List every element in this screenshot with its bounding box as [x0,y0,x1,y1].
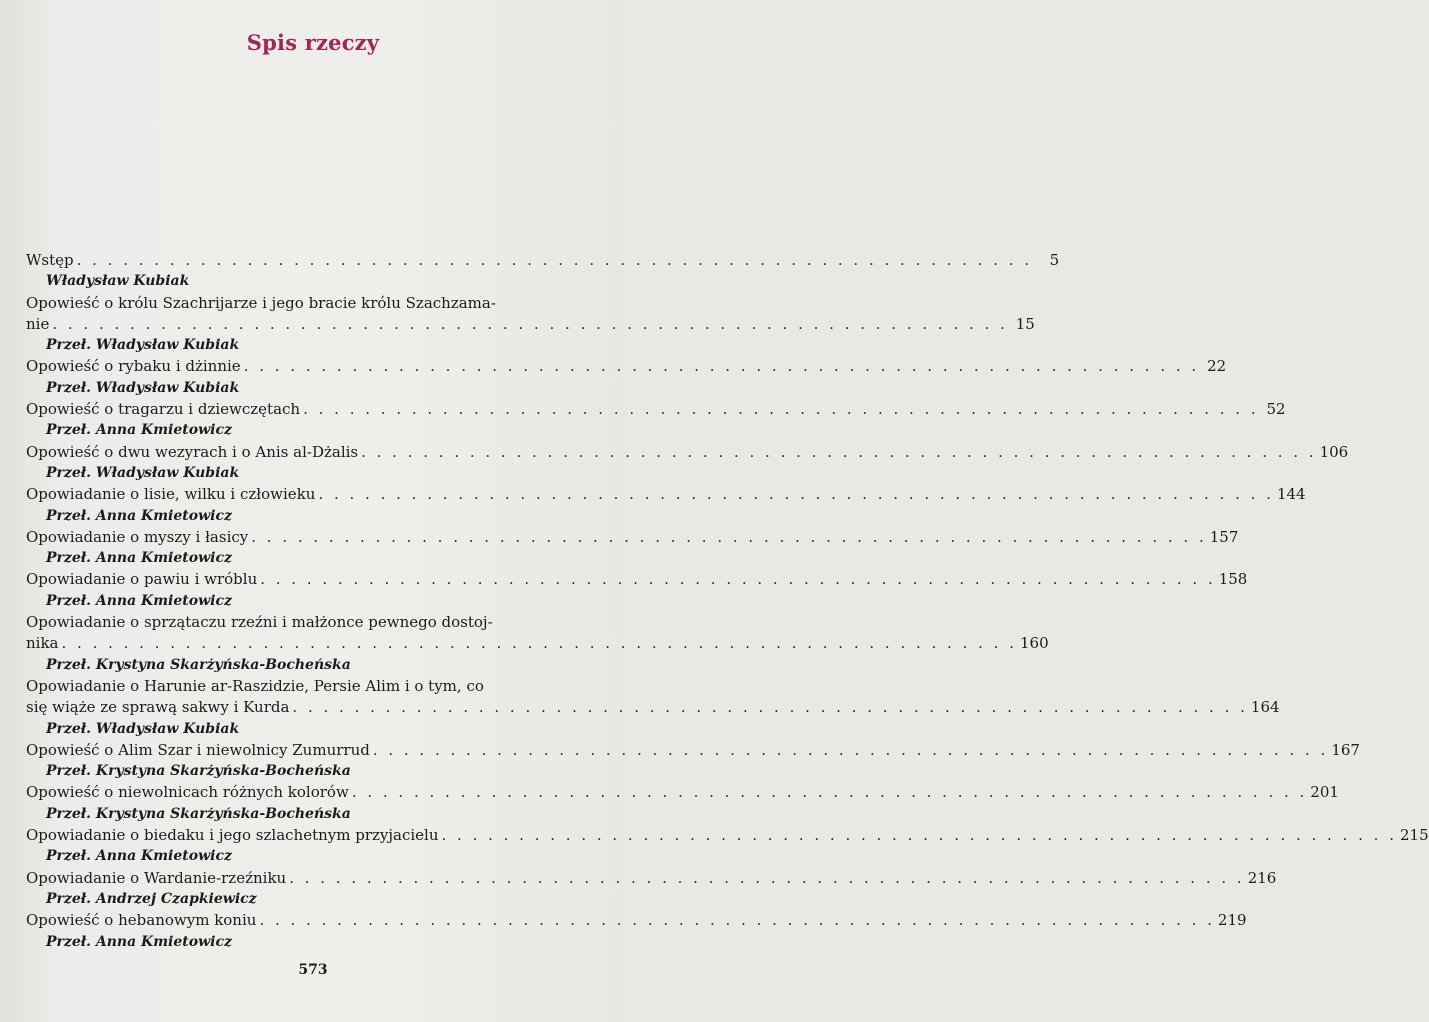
toc-entry [26,250,1060,293]
toc-entry-translator: Przeł. Krystyna Skarżyńska-Bocheńska [46,656,351,673]
toc-entry-title: Opowieść o hebanowym koniu [26,911,257,930]
toc-entry [26,676,1280,740]
toc-entry-translator: Przeł. Andrzej Czapkiewicz [46,890,257,907]
toc-entry [26,356,1227,399]
toc-entry-row [26,633,1049,654]
toc-entry-title: się wiąże ze sprawą sakwy i Kurda [26,698,290,717]
toc-entry-translator: Przeł. Krystyna Skarżyńska-Bocheńska [46,805,351,822]
toc-entry-row [26,569,1248,590]
dot-leader: . . . . . . . . . . . . . . . . . . . . . . . . . . . . . . . . . . . . . . . . . . . . . . . . . . . . . . . . . . . . . . [76,251,1033,269]
toc-entry-row [26,442,1349,463]
toc-entry-translator: Przeł. Anna Kmietowicz [46,422,232,439]
toc-entry-translator: Przeł. Władysław Kubiak [46,337,240,354]
toc-entry-title: Opowiadanie o biedaku i jego szlachetnym przyjacielu [26,826,439,845]
dot-leader: . . . . . . . . . . . . . . . . . . . . . . . . . . . . . . . . . . . . . . . . . . . . . . . . . . . . . . . . . . . . . . [243,357,1200,376]
toc-entry-title-line: Opowiadanie o Harunie ar-Raszidzie, Persie Alim i o tym, co [26,676,484,695]
toc-entry-row [26,399,1286,420]
toc-entry-title-line: Opowiadanie o sprzątaczu rzeźni i małżonce pewnego dostoj- [26,613,493,632]
dot-leader: . . . . . . . . . . . . . . . . . . . . . . . . . . . . . . . . . . . . . . . . . . . . . . . . . . . . . . . . . . . . . . [318,485,1274,504]
toc-entry-translator: Przeł. Anna Kmietowicz [46,550,232,567]
toc-entry-row [26,484,1306,505]
toc-entry-title: Opowieść o rybaku i dżinnie [26,357,241,376]
toc-entry [26,569,1248,612]
dot-leader: . . . . . . . . . . . . . . . . . . . . . . . . . . . . . . . . . . . . . . . . . . . . . . . . . . . . . . . . . . . . . . [372,740,1329,759]
toc-entry-page: 22 [1207,357,1227,376]
toc-entry-title: Wstęp [26,251,74,269]
toc-entry [26,442,1349,485]
dot-leader: . . . . . . . . . . . . . . . . . . . . . . . . . . . . . . . . . . . . . . . . . . . . . . . . . . . . . . . . . . . . . . [61,634,1017,653]
dot-leader: . . . . . . . . . . . . . . . . . . . . . . . . . . . . . . . . . . . . . . . . . . . . . . . . . . . . . . . . . . . . . . [289,868,1245,887]
toc-entry-page: 15 [1015,314,1035,333]
table-of-contents [26,250,1429,953]
toc-entry-row [26,356,1227,377]
toc-entry-title-line: Opowieść o królu Szachrijarze i jego bracie królu Szachzama- [26,293,496,312]
toc-entry [26,399,1286,442]
toc-entry-title: nika [26,634,59,653]
toc-entry-title: Opowiadanie o pawiu i wróblu [26,570,258,589]
toc-entry-row [26,527,1239,548]
toc-entry-title: Opowiadanie o Wardanie-rzeźniku [26,868,287,887]
toc-entry-translator: Przeł. Władysław Kubiak [46,464,240,481]
toc-entry-title: Opowieść o tragarzu i dziewczętach [26,400,301,419]
toc-entry-page: 215 [1399,826,1429,845]
page-number: 573 [298,962,328,978]
toc-entry [26,868,1277,911]
toc-entry-page: 144 [1276,485,1306,504]
toc-entry-title: Opowiadanie o myszy i łasicy [26,527,249,546]
toc-entry-row [26,740,1360,761]
page-title: Spis rzeczy [246,30,380,55]
toc-entry-translator: Przeł. Anna Kmietowicz [46,507,232,524]
toc-entry-page: 164 [1250,698,1280,717]
toc-entry-title: Opowieść o Alim Szar i niewolnicy Zumurrud [26,740,370,759]
dot-leader: . . . . . . . . . . . . . . . . . . . . . . . . . . . . . . . . . . . . . . . . . . . . . . . . . . . . . . . . . . . . . . [441,826,1397,845]
toc-entry-page: 167 [1331,740,1360,759]
toc-entry-page: 160 [1019,634,1049,653]
dot-leader: . . . . . . . . . . . . . . . . . . . . . . . . . . . . . . . . . . . . . . . . . . . . . . . . . . . . . . . . . . . . . . [259,911,1215,930]
toc-entry-page: 5 [1049,251,1060,269]
toc-entry-row [26,782,1339,803]
toc-entry-row [26,868,1277,889]
toc-entry-page: 157 [1209,527,1239,546]
toc-entry-row [26,825,1429,846]
toc-entry-translator: Przeł. Anna Kmietowicz [46,848,232,865]
toc-entry-title: Opowiadanie o lisie, wilku i człowieku [26,485,316,504]
toc-entry [26,825,1429,868]
toc-entry-translator: Przeł. Krystyna Skarżyńska-Bocheńska [46,763,351,780]
toc-entry [26,910,1247,953]
toc-entry-translator: Przeł. Władysław Kubiak [46,379,240,396]
dot-leader: . . . . . . . . . . . . . . . . . . . . . . . . . . . . . . . . . . . . . . . . . . . . . . . . . . . . . . . . . . . . . . [260,570,1216,589]
dot-leader: . . . . . . . . . . . . . . . . . . . . . . . . . . . . . . . . . . . . . . . . . . . . . . . . . . . . . . . . . . . . . . [292,698,1248,717]
toc-entry-title: Opowieść o dwu wezyrach i o Anis al-Dżalis [26,442,359,461]
toc-entry [26,782,1339,825]
dot-leader: . . . . . . . . . . . . . . . . . . . . . . . . . . . . . . . . . . . . . . . . . . . . . . . . . . . . . . . . . . . . . . [251,527,1207,546]
dot-leader: . . . . . . . . . . . . . . . . . . . . . . . . . . . . . . . . . . . . . . . . . . . . . . . . . . . . . . . . . . . . . . [351,783,1308,802]
dot-leader: . . . . . . . . . . . . . . . . . . . . . . . . . . . . . . . . . . . . . . . . . . . . . . . . . . . . . . . . . . . . . . [361,442,1317,461]
toc-entry-page: 52 [1266,400,1286,419]
toc-entry-page: 106 [1319,442,1349,461]
toc-entry-author: Władysław Kubiak [46,273,190,290]
toc-entry-row [26,314,1035,335]
toc-entry [26,527,1239,570]
toc-entry-page: 201 [1310,783,1339,802]
toc-entry-row [26,910,1247,931]
toc-entry-row [26,697,1280,718]
toc-entry-translator: Przeł. Anna Kmietowicz [46,933,232,950]
toc-entry-page: 158 [1218,570,1248,589]
toc-entry-title: Opowieść o niewolnicach różnych kolorów [26,783,349,802]
toc-entry-title: nie [26,314,50,333]
toc-entry-page: 216 [1247,868,1277,887]
toc-entry [26,612,1049,676]
toc-entry-translator: Przeł. Anna Kmietowicz [46,592,232,609]
dot-leader: . . . . . . . . . . . . . . . . . . . . . . . . . . . . . . . . . . . . . . . . . . . . . . . . . . . . . . . . . . . . . . [303,400,1259,419]
toc-entry-translator: Przeł. Władysław Kubiak [46,720,240,737]
toc-entry-row [26,250,1060,271]
toc-entry [26,740,1360,783]
toc-entry [26,484,1306,527]
toc-entry-page: 219 [1217,911,1247,930]
toc-entry [26,293,1035,357]
dot-leader: . . . . . . . . . . . . . . . . . . . . . . . . . . . . . . . . . . . . . . . . . . . . . . . . . . . . . . . . . . . . . . [52,314,1008,333]
